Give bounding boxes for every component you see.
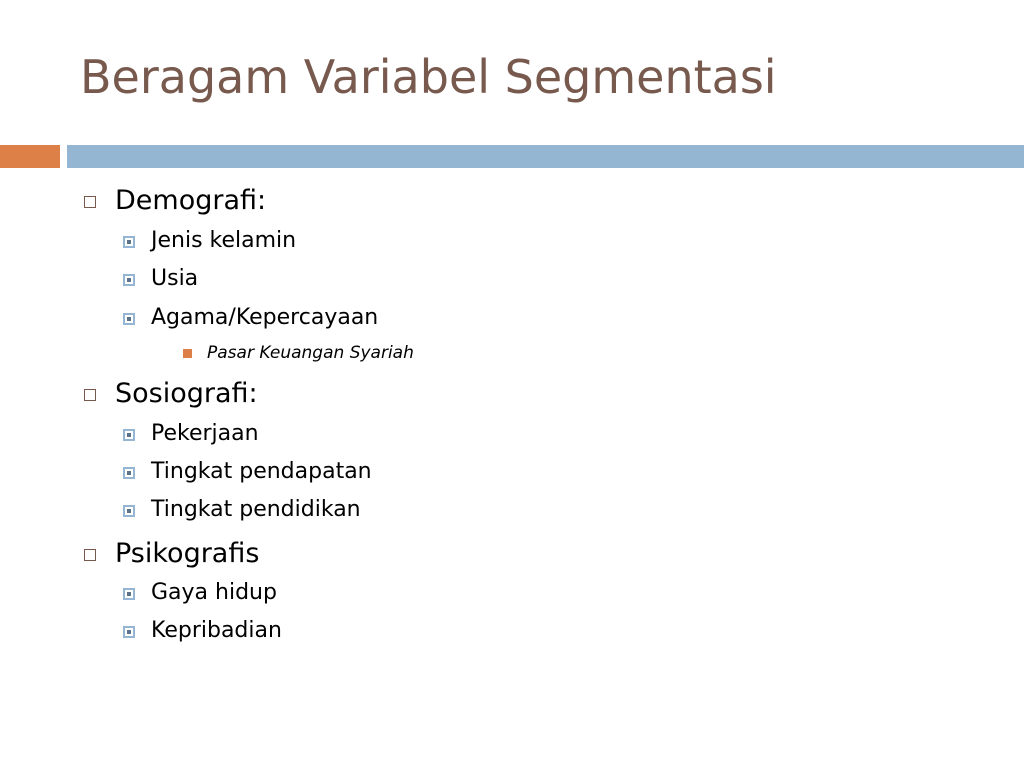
bullet-item <box>151 266 198 292</box>
bullet-text: Demografi: <box>115 185 267 216</box>
square-bullet-icon <box>123 274 135 286</box>
square-bullet-icon <box>123 505 135 517</box>
bullet-item <box>151 421 259 447</box>
bullet-text: Agama/Kepercayaan <box>151 305 379 330</box>
bullet-item <box>151 459 372 485</box>
square-bullet-icon <box>123 429 135 441</box>
slide-title: Beragam Variabel Segmentasi <box>80 50 777 104</box>
filled-square-icon <box>183 349 192 358</box>
bullet-text: Kepribadian <box>151 618 282 643</box>
bullet-item <box>151 305 378 331</box>
bullet-item <box>151 580 277 606</box>
square-bullet-icon <box>123 588 135 600</box>
square-bullet-icon <box>123 626 135 638</box>
square-outline-icon <box>84 389 96 401</box>
bullet-text: Tingkat pendapatan <box>151 459 372 484</box>
bullet-text: Tingkat pendidikan <box>151 497 361 522</box>
square-outline-icon <box>84 196 96 208</box>
bullet-item <box>115 538 259 570</box>
bullet-item <box>115 378 258 410</box>
square-bullet-icon <box>123 467 135 479</box>
bullet-item <box>207 342 414 364</box>
bullet-item <box>151 618 282 644</box>
bullet-text: Pekerjaan <box>151 421 259 446</box>
bullet-item <box>115 185 266 217</box>
bullet-text: Pasar Keuangan Syariah <box>207 343 414 363</box>
square-bullet-icon <box>123 313 135 325</box>
bullet-text: Gaya hidup <box>151 580 277 605</box>
bullet-item <box>151 497 361 523</box>
square-outline-icon <box>84 549 96 561</box>
square-bullet-icon <box>123 236 135 248</box>
bullet-text: Usia <box>151 266 199 291</box>
bullet-text: Psikografis <box>115 538 260 569</box>
bullet-item <box>151 228 296 254</box>
bullet-text: Sosiografi: <box>115 378 258 409</box>
bullet-text: Jenis kelamin <box>151 228 297 253</box>
